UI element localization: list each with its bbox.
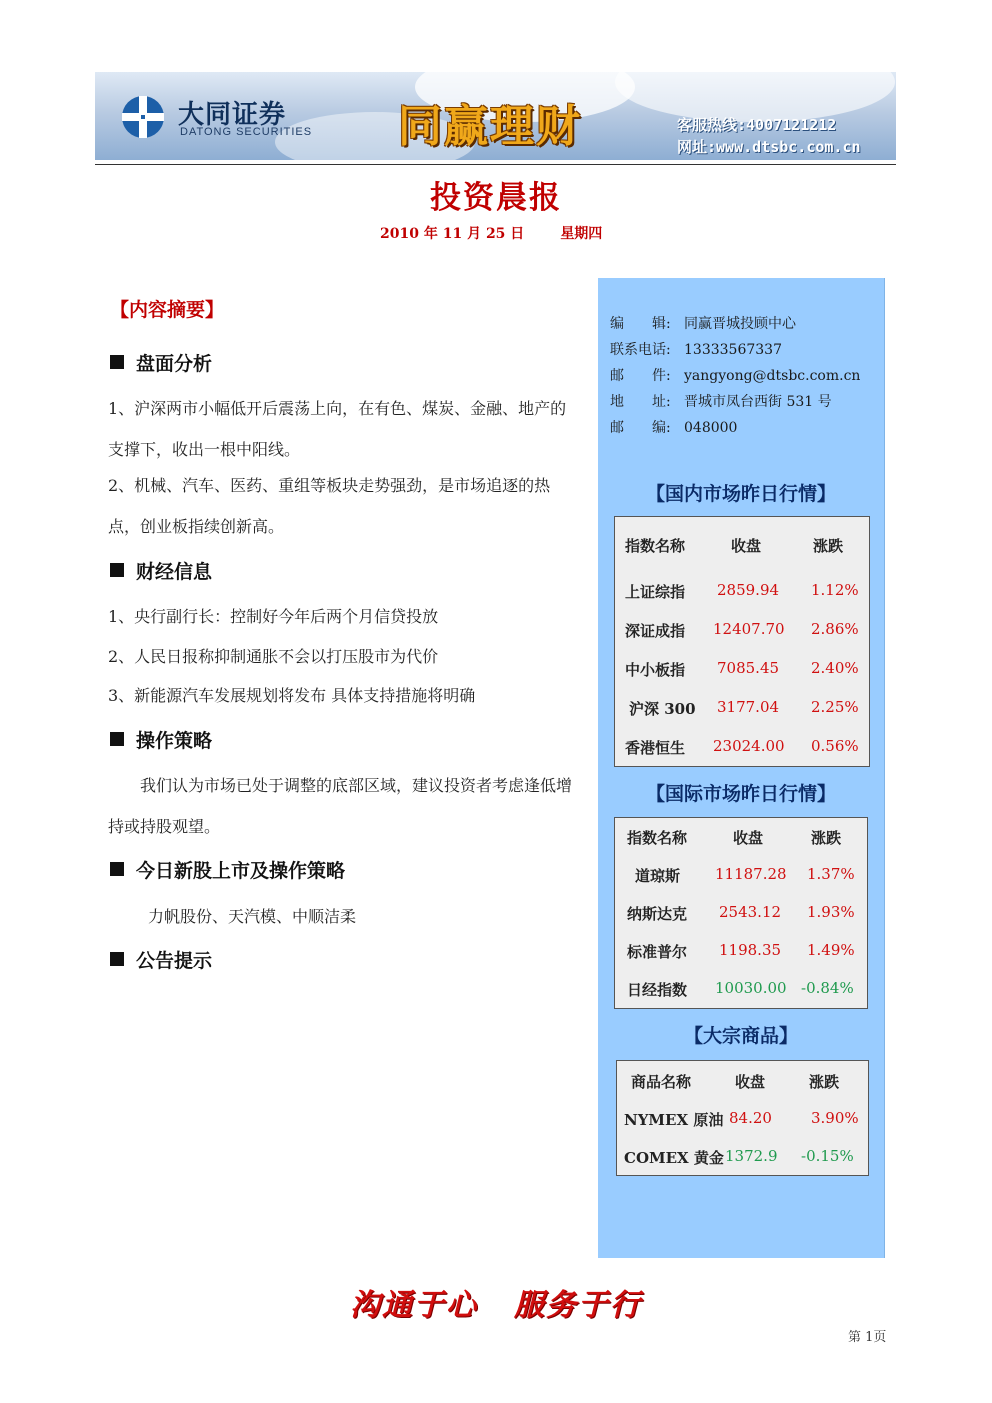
service-hotline: 客服热线:4007121212 xyxy=(677,116,837,134)
table-row xyxy=(615,581,869,601)
contact-email: 邮 件: yangyong@dtsbc.com.cn xyxy=(610,368,861,384)
close-value: 7085.45 xyxy=(717,659,780,677)
bullet-square-icon xyxy=(110,355,124,369)
close-value: 23024.00 xyxy=(713,737,785,755)
weekday-text: 星期四 xyxy=(560,226,603,242)
website-address[interactable]: 网址:www.dtsbc.com.cn xyxy=(677,138,861,156)
commodity-name: NYMEX 原油 xyxy=(624,1111,724,1129)
index-name: 沪深 300 xyxy=(629,700,696,718)
section-heading-ipo: 今日新股上市及操作策略 xyxy=(110,856,345,883)
report-date xyxy=(380,223,602,243)
table-row xyxy=(615,698,869,718)
close-value: 3177.04 xyxy=(717,698,780,716)
international-market-title: 【国际市场昨日行情】 xyxy=(645,783,836,805)
change-value: 1.93% xyxy=(807,903,855,921)
table-row xyxy=(615,865,867,885)
contact-postcode: 邮 编: 048000 xyxy=(610,420,738,436)
header-cell: 涨跌 xyxy=(811,829,842,847)
index-name: 标准普尔 xyxy=(627,943,688,961)
table-row xyxy=(615,903,867,923)
close-value: 11187.28 xyxy=(715,865,787,883)
close-value: 2859.94 xyxy=(717,581,780,599)
header-cell: 指数名称 xyxy=(625,537,686,555)
domestic-market-title: 【国内市场昨日行情】 xyxy=(645,483,836,505)
commodity-title: 【大宗商品】 xyxy=(683,1025,798,1047)
datong-logo-icon xyxy=(120,94,166,140)
table-row xyxy=(615,737,869,757)
brand-name: 同赢理财 xyxy=(398,101,582,152)
header-cell: 商品名称 xyxy=(631,1073,692,1091)
bullet-square-icon xyxy=(110,732,124,746)
close-value: 2543.12 xyxy=(719,903,782,921)
header-cell: 涨跌 xyxy=(813,537,844,555)
index-name: 上证综指 xyxy=(625,583,686,601)
summary-heading: 【内容摘要】 xyxy=(110,299,225,321)
slogan-part-2: 服务于行 xyxy=(514,1288,642,1323)
change-value: 1.49% xyxy=(807,941,855,959)
change-value: 2.86% xyxy=(811,620,859,638)
header-divider xyxy=(95,164,896,165)
bullet-square-icon xyxy=(110,563,124,577)
change-value: 2.25% xyxy=(811,698,859,716)
index-name: 日经指数 xyxy=(627,981,688,999)
contact-address: 地 址: 晋城市凤台西街 531 号 xyxy=(610,394,832,410)
close-value: 10030.00 xyxy=(715,979,787,997)
change-value: 3.90% xyxy=(811,1109,859,1127)
change-value: 1.12% xyxy=(811,581,859,599)
international-market-table xyxy=(614,817,868,1009)
commodity-table xyxy=(616,1060,869,1176)
close-value: 1372.9 xyxy=(725,1147,778,1165)
table-header-row xyxy=(615,535,869,555)
index-name: 道琼斯 xyxy=(635,867,681,885)
table-header-row xyxy=(617,1071,868,1091)
section-heading-strategy: 操作策略 xyxy=(110,726,212,753)
finance-item: 1、央行副行长：控制好今年后两个月信贷投放 xyxy=(108,607,439,626)
index-name: 香港恒生 xyxy=(625,739,686,757)
table-row xyxy=(617,1147,868,1167)
footer-slogan xyxy=(0,1280,992,1324)
close-value: 1198.35 xyxy=(719,941,782,959)
contact-phone: 联系电话: 13333567337 xyxy=(610,342,782,358)
strategy-paragraph: 我们认为市场已处于调整的底部区域，建议投资者考虑逢低增持或持股观望。 xyxy=(108,776,573,836)
table-row xyxy=(617,1109,868,1129)
index-name: 中小板指 xyxy=(625,661,686,679)
logo-english-name: DATONG SECURITIES xyxy=(180,126,313,138)
page-title: 投资晨报 xyxy=(430,180,562,216)
change-value: 2.40% xyxy=(811,659,859,677)
change-value: -0.84% xyxy=(801,979,854,997)
header-cell: 涨跌 xyxy=(809,1073,840,1091)
table-row xyxy=(615,620,869,640)
table-row xyxy=(615,659,869,679)
section-heading-notice: 公告提示 xyxy=(110,946,212,973)
date-text: 2010 年 11 月 25 日 xyxy=(380,226,525,242)
change-value: -0.15% xyxy=(801,1147,854,1165)
change-value: 1.37% xyxy=(807,865,855,883)
header-cell: 收盘 xyxy=(733,829,764,847)
market-paragraph-1: 1、沪深两市小幅低开后震荡上向，在有色、煤炭、金融、地产的支撑下，收出一根中阳线。 xyxy=(108,399,567,459)
header-banner xyxy=(95,72,896,160)
finance-item: 3、新能源汽车发展规划将发布 具体支持措施将明确 xyxy=(108,686,476,705)
index-name: 深证成指 xyxy=(625,622,686,640)
change-value: 0.56% xyxy=(811,737,859,755)
commodity-name: COMEX 黄金 xyxy=(624,1149,724,1167)
index-name: 纳斯达克 xyxy=(627,905,688,923)
close-value: 84.20 xyxy=(729,1109,772,1127)
table-row xyxy=(615,941,867,961)
finance-item: 2、人民日报称抑制通胀不会以打压股市为代价 xyxy=(108,647,439,666)
domestic-market-table xyxy=(614,516,870,767)
close-value: 12407.70 xyxy=(713,620,785,638)
section-heading-market: 盘面分析 xyxy=(110,349,212,376)
market-paragraph-2: 2、机械、汽车、医药、重组等板块走势强劲，是市场追逐的热点，创业板指续创新高。 xyxy=(108,476,551,536)
table-row xyxy=(615,979,867,999)
header-cell: 收盘 xyxy=(731,537,762,555)
company-logo xyxy=(120,92,313,142)
header-cell: 收盘 xyxy=(735,1073,766,1091)
contact-editor: 编 辑: 同赢晋城投顾中心 xyxy=(610,316,796,332)
bullet-square-icon xyxy=(110,862,124,876)
ipo-list: 力帆股份、天汽模、中顺洁柔 xyxy=(148,907,357,926)
logo-chinese-name: 大同证券 xyxy=(178,100,287,130)
header-cell: 指数名称 xyxy=(627,829,688,847)
table-header-row xyxy=(615,827,867,847)
slogan-part-1: 沟通于心 xyxy=(350,1288,478,1323)
page-number: 第 1页 xyxy=(848,1330,887,1345)
bullet-square-icon xyxy=(110,952,124,966)
section-heading-finance: 财经信息 xyxy=(110,557,212,584)
